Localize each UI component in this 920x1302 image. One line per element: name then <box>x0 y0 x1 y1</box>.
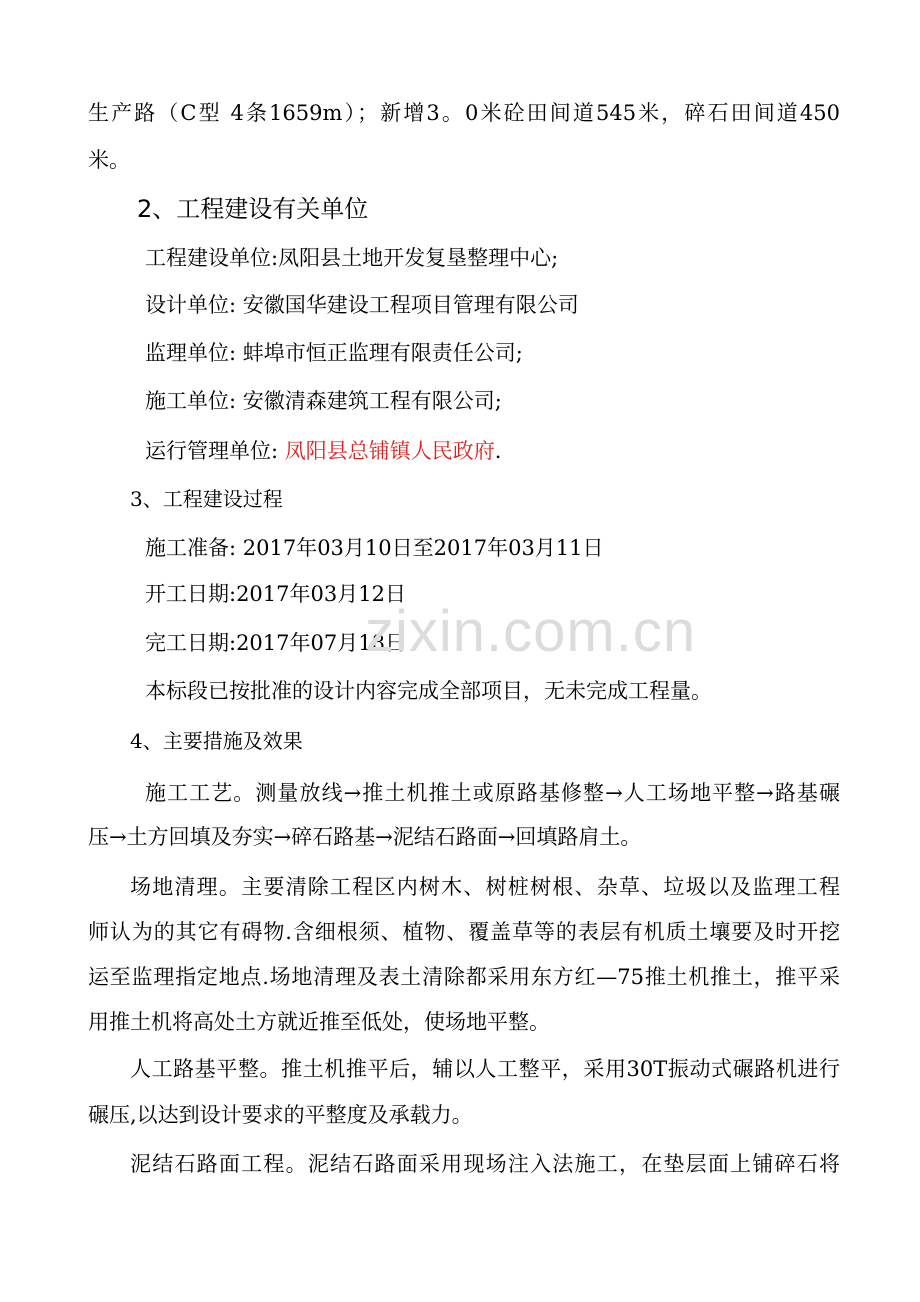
process-line: 施工准备: 2017年03月10日至2017年03月11日 <box>145 536 604 560</box>
paragraph-line: 人工路基平整。推土机推平后，辅以人工整平，采用30T振动式碾路机进行 <box>130 1057 840 1081</box>
paragraph-line: 用推土机将高处土方就近推至低处，使场地平整。 <box>88 1010 550 1034</box>
paragraph-line: 运至监理指定地点.场地清理及表土清除都采用东方红—75推土机推土，推平采 <box>88 965 840 989</box>
paragraph-line: 场地清理。主要清除工程区内树木、树桩树根、杂草、垃圾以及监理工程 <box>130 875 840 899</box>
section-heading: 4、主要措施及效果 <box>130 729 303 753</box>
unit-value: 凤阳县土地开发复垦整理中心; <box>278 246 559 270</box>
paragraph-line: 施工工艺。测量放线→推土机推土或原路基修整→人工场地平整→路基碾 <box>145 781 840 805</box>
unit-line <box>145 339 845 367</box>
unit-label: 监理单位: <box>145 341 243 365</box>
paragraph-line: 生产路（C型 4条1659m）；新增3。0米砼田间道545米，碎石田间道450 <box>88 101 840 125</box>
watermark: zixin.com.cn <box>365 599 697 664</box>
process-line: 开工日期:2017年03月12日 <box>145 582 406 606</box>
unit-value-highlight: 凤阳县总铺镇人民政府 <box>284 439 495 463</box>
unit-line <box>145 244 845 272</box>
paragraph-line: 米。 <box>88 148 130 172</box>
process-line: 本标段已按批准的设计内容完成全部项目，无未完成工程量。 <box>145 679 712 703</box>
unit-label: 运行管理单位: <box>145 439 285 463</box>
paragraph-line: 压→土方回填及夯实→碎石路基→泥结石路面→回填路肩土。 <box>88 825 642 849</box>
unit-label: 施工单位: <box>145 389 243 413</box>
unit-line <box>145 437 845 465</box>
unit-label: 工程建设单位: <box>145 246 279 270</box>
unit-value: 蚌埠市恒正监理有限责任公司; <box>242 341 523 365</box>
unit-label: 设计单位: <box>145 293 243 317</box>
unit-suffix: . <box>494 439 502 463</box>
unit-value: 安徽国华建设工程项目管理有限公司 <box>242 293 579 317</box>
unit-value: 安徽清森建筑工程有限公司; <box>242 389 502 413</box>
paragraph-line: 泥结石路面工程。泥结石路面采用现场注入法施工，在垫层面上铺碎石将 <box>130 1152 840 1176</box>
paragraph-line: 师认为的其它有碍物.含细根须、植物、覆盖草等的表层有机质土壤要及时开挖 <box>88 920 840 944</box>
section-heading: 3、工程建设过程 <box>130 487 283 511</box>
section-heading: 2、工程建设有关单位 <box>137 195 369 223</box>
paragraph-line: 碾压,以达到设计要求的平整度及承载力。 <box>88 1103 473 1127</box>
unit-line <box>145 387 845 415</box>
unit-line <box>145 291 845 319</box>
process-line: 完工日期:2017年07月18日 <box>145 631 406 655</box>
